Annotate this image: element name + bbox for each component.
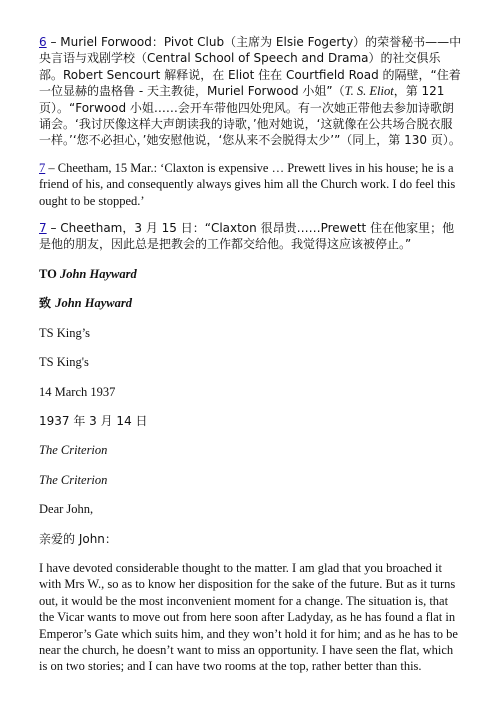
heading-to-en-name: John Hayward <box>59 266 137 281</box>
salutation-zh: 亲爱的 John： <box>39 531 117 546</box>
footnote-7-en-text: – Cheetham, 15 Mar.: ‘Claxton is expensive … Prewett lives in his house; he is a friend of his, and consequently always gives him all the Church work. I do feel this ought to be stopped.’ <box>39 160 456 208</box>
footnote-link-7-en[interactable]: 7 <box>39 160 46 175</box>
address-en: TS King’s <box>39 325 91 340</box>
heading-to-zh <box>39 295 463 311</box>
footnote-link-7-zh[interactable]: 7 <box>39 221 47 236</box>
date-en: 14 March 1937 <box>39 384 116 399</box>
heading-to-zh-prefix: 致 <box>39 296 56 311</box>
footnote-link-6[interactable]: 6 <box>39 35 47 49</box>
book-title: T. S. Eliot <box>344 84 394 99</box>
heading-to-zh-name: John Hayward <box>55 296 132 311</box>
date-zh: 1937 年 3 月 14 日 <box>39 413 148 428</box>
footnote-7-zh <box>39 220 463 253</box>
footnote-6-zh <box>39 34 463 149</box>
document-page <box>39 34 463 686</box>
letter-body: I have devoted considerable thought to the matter. I am glad that you broached it with Mrs W., so as to know her disposition for the sake of the future. But as it turns out, it would be the most inconvenient moment for a change. The situation is, that the Vicar wants to move out from here soon after Ladyday, as he has found a flat in Emperor’s Gate which suits him, and they won’t hold it for him; and as he has to be near the church, he doesn’t want to miss an opportunity. I have seen the flat, which is on two stories; and I can have two rooms at the top, rather better than this. <box>39 560 458 674</box>
heading-to-en <box>39 266 463 282</box>
heading-to-en-prefix: TO <box>39 266 60 281</box>
footnote-6-text-a: – Muriel Forwood：Pivot Club（主席为 Elsie Fogerty）的荣誉秘书——中央言语与戏剧学校（Central School of Speech and Drama）的社交俱乐部。Robert Sencourt 解释说，在 Eliot 住在 Courtfield Road 的隔壁，“住着一位显赫的蛊格鲁 - 天主教徒，Muriel Forwood 小姐”（ <box>39 35 462 99</box>
footnote-6-text-b: ，第 121 页）。“Forwood 小姐……会开车带他四处兜风。有一次她正带他去参加诗歌朗诵会。‘我讨厌像这样大声朗读我的诗歌，’他对她说，‘这就像在公共场合脱衣服一样。’‘您不必担心，’她安慰他说，‘您从来不会脱得太少’”（同上，第 130 页）。 <box>39 84 461 148</box>
journal-name-2: The Criterion <box>39 472 108 487</box>
footnote-7-en <box>39 160 463 209</box>
journal-name-1: The Criterion <box>39 443 108 458</box>
address-alt: TS King's <box>39 355 89 370</box>
salutation-en: Dear John, <box>39 502 94 517</box>
footnote-7-zh-text: – Cheetham，3 月 15 日：“Claxton 很昂贵……Prewett 住在他家里；他是他的朋友，因此总是把教会的工作都交给他。我觉得这应该被停止。” <box>39 221 455 252</box>
